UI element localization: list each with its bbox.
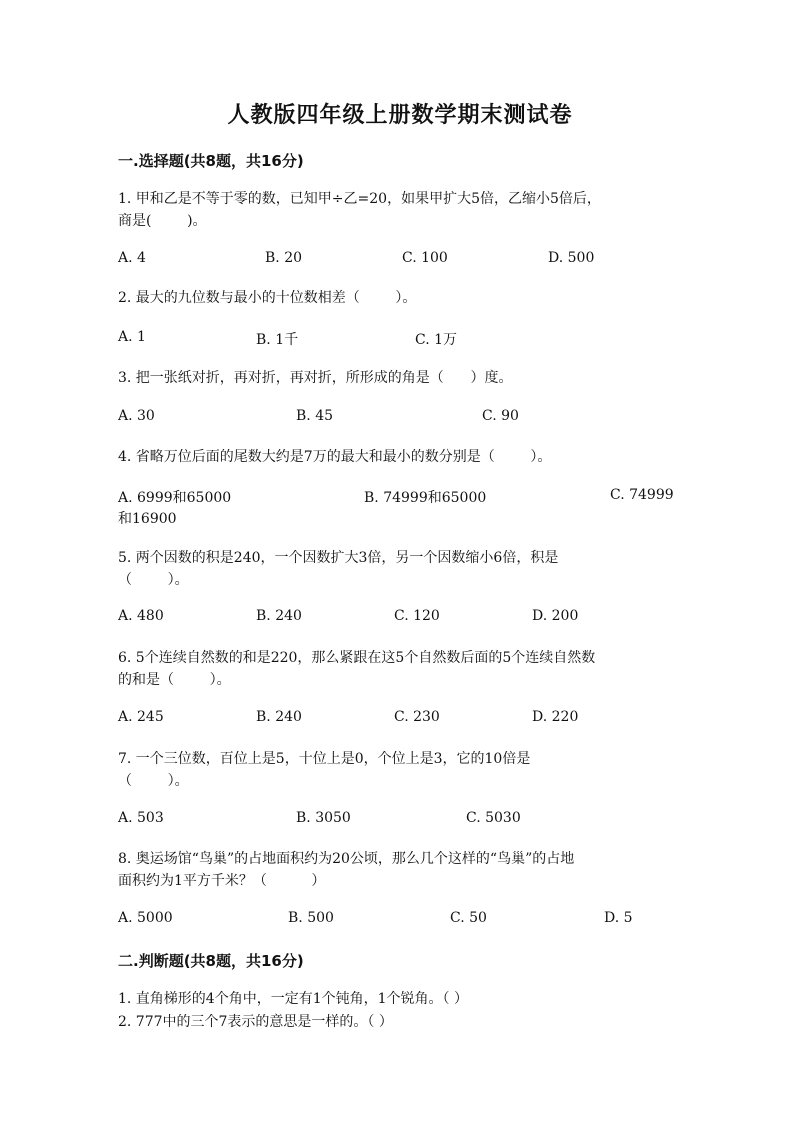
- question-4-option-b: B. 74999和65000: [364, 490, 487, 506]
- question-4-option-c: C. 74999: [610, 487, 674, 503]
- question-3-option-b: B. 45: [296, 408, 334, 424]
- question-3-option-c: C. 90: [482, 408, 519, 424]
- question-5-option-a: A. 480: [118, 608, 164, 624]
- judgment-2: 2. 777中的三个7表示的意思是一样的。（ ）: [118, 1014, 393, 1030]
- section-heading-choice: 一.选择题(共8题，共16分): [118, 152, 304, 170]
- question-5-option-b: B. 240: [256, 608, 302, 624]
- question-1-option-d: D. 500: [548, 250, 595, 266]
- question-5-option-c: C. 120: [394, 608, 440, 624]
- question-8-option-d: D. 5: [604, 910, 633, 926]
- section-heading-judgment: 二.判断题(共8题，共16分): [118, 952, 304, 970]
- question-1-option-c: C. 100: [402, 250, 448, 266]
- question-4-option-c-wrap: 和16900: [118, 511, 177, 527]
- question-5-option-d: D. 200: [532, 608, 579, 624]
- question-3-option-a: A. 30: [118, 408, 155, 424]
- page-title: 人教版四年级上册数学期末测试卷: [227, 102, 573, 128]
- question-2-option-a: A. 1: [118, 329, 146, 345]
- question-2-option-b: B. 1千: [256, 332, 299, 348]
- question-6-option-d: D. 220: [532, 709, 579, 725]
- question-2-option-c: C. 1万: [415, 332, 458, 348]
- question-3-stem: 3. 把一张纸对折，再对折，再对折，所形成的角是（ ）度。: [118, 370, 513, 386]
- question-4-stem: 4. 省略万位后面的尾数大约是7万的最大和最小的数分别是（ ）。: [118, 449, 552, 465]
- question-7-option-b: B. 3050: [296, 810, 351, 826]
- question-8-option-b: B. 500: [288, 910, 334, 926]
- question-4-option-a: A. 6999和65000: [118, 490, 232, 506]
- judgment-1: 1. 直角梯形的4个角中，一定有1个钝角，1个锐角。（ ）: [118, 991, 468, 1007]
- question-6-option-a: A. 245: [118, 709, 164, 725]
- question-7-stem: 7. 一个三位数，百位上是5，十位上是0，个位上是3，它的10倍是 （ ）。: [118, 751, 531, 789]
- question-7-option-c: C. 5030: [466, 810, 521, 826]
- question-1-stem: 1. 甲和乙是不等于零的数，已知甲÷乙=20，如果甲扩大5倍，乙缩小5倍后， 商是( )。: [118, 191, 601, 229]
- question-1-option-a: A. 4: [118, 250, 146, 266]
- question-8-option-a: A. 5000: [118, 910, 173, 926]
- question-6-stem: 6. 5个连续自然数的和是220，那么紧跟在这5个自然数后面的5个连续自然数 的和是（ ）。: [118, 650, 596, 688]
- question-7-option-a: A. 503: [118, 810, 164, 826]
- question-6-option-c: C. 230: [394, 709, 440, 725]
- question-6-option-b: B. 240: [256, 709, 302, 725]
- question-1-option-b: B. 20: [265, 250, 303, 266]
- question-2-stem: 2. 最大的九位数与最小的十位数相差（ ）。: [118, 290, 417, 306]
- question-8-stem: 8. 奥运场馆“鸟巢”的占地面积约为20公顷，那么几个这样的“鸟巢”的占地 面积约为1平方千米？（ ）: [118, 851, 575, 889]
- question-8-option-c: C. 50: [450, 910, 487, 926]
- question-5-stem: 5. 两个因数的积是240，一个因数扩大3倍，另一个因数缩小6倍，积是 （ ）。: [118, 550, 559, 588]
